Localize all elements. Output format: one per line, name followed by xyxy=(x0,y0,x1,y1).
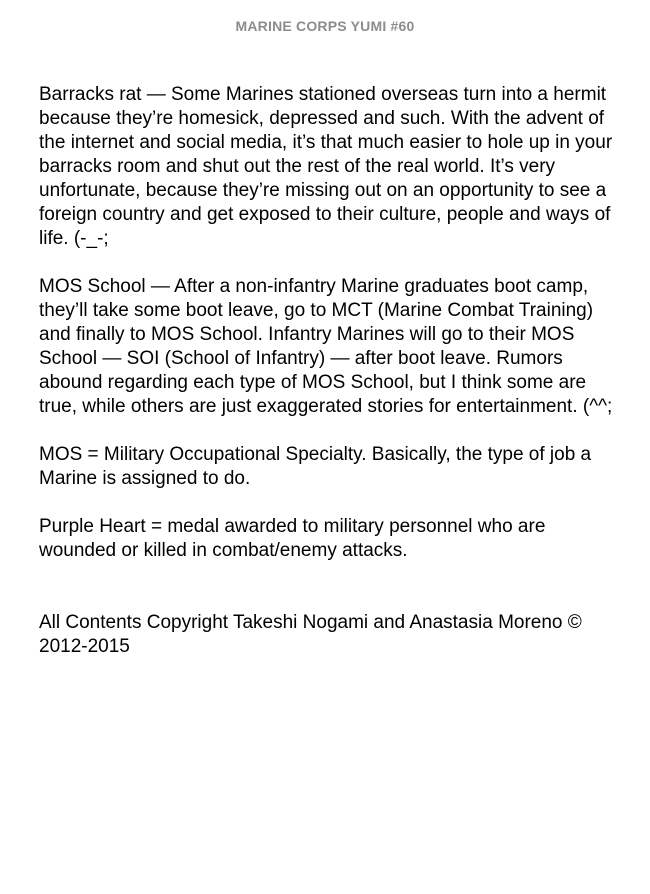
page-title: MARINE CORPS YUMI #60 xyxy=(235,18,415,34)
note-purple-heart: Purple Heart = medal awarded to military personnel who are wounded or killed in combat/enemy attacks. xyxy=(39,516,546,561)
note-barracks-rat: Barracks rat — Some Marines stationed overseas turn into a hermit because they’re homesick, depressed and such. With the advent of the internet and social media, it’s that much easier to hole up in your barracks room and shut out the rest of the real world. It’s very unfortunate, because they’re missing out on an opportunity to see a foreign country and get exposed to their culture, people and ways of life. (-_-; xyxy=(39,84,613,249)
note-mos-definition: MOS = Military Occupational Specialty. Basically, the type of job a Marine is assigned to do. xyxy=(39,444,592,489)
notes-body xyxy=(39,83,624,683)
note-mos-school: MOS School — After a non-infantry Marine graduates boot camp, they’ll take some boot leave, go to MCT (Marine Combat Training) and finally to MOS School. Infantry Marines will go to their MOS School — SOI (School of Infantry) — after boot leave. Rumors abound regarding each type of MOS School, but I think some are true, while others are just exaggerated stories for entertainment. (^^; xyxy=(39,276,613,417)
copyright-notice: All Contents Copyright Takeshi Nogami and Anastasia Moreno © 2012-2015 xyxy=(39,612,582,657)
